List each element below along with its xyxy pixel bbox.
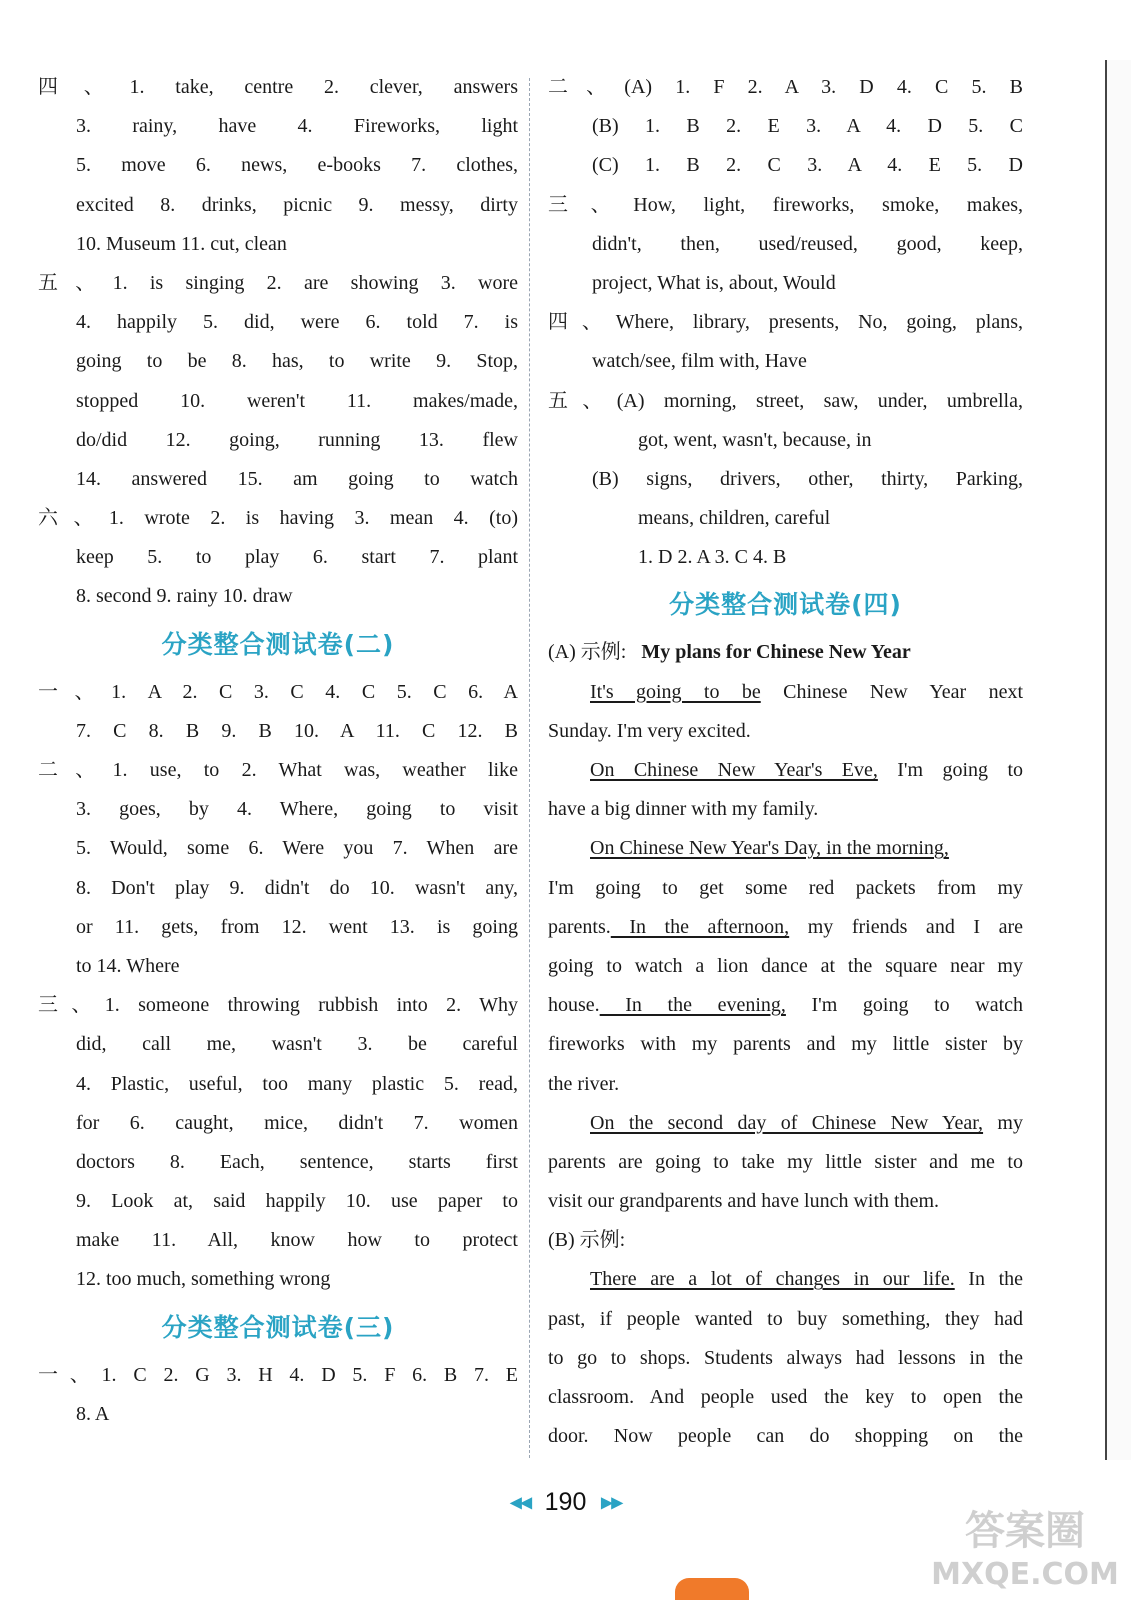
essay-text: my xyxy=(983,1111,1023,1134)
essay-line xyxy=(548,986,1023,1025)
answer-line: to 14. Where xyxy=(76,954,180,977)
essay-line: have a big dinner with my family. xyxy=(548,798,819,821)
essay-line: classroom. And people used the key to open the xyxy=(548,1386,1023,1408)
essay-label: (A) 示例: xyxy=(548,641,627,664)
essay-line xyxy=(548,1104,1023,1143)
answer-line: (B) 1. B 2. E 3. A 4. D 5. C xyxy=(592,115,1023,138)
answer-line: 12. too much, something wrong xyxy=(76,1268,331,1291)
essay-line xyxy=(548,751,1023,790)
essay-line xyxy=(548,673,1023,712)
answer-line: 14. answered 15. am going to watch xyxy=(76,467,518,490)
answer-line: (C) 1. B 2. C 3. A 4. E 5. D xyxy=(592,154,1023,177)
answer-line: project, What is, about, Would xyxy=(592,271,836,294)
essay-a-header xyxy=(548,633,1023,672)
answer-line: 五、(A) morning, street, saw, under, umbrella, xyxy=(548,389,1023,412)
watermark-text-top: 答案圈 xyxy=(965,1508,1085,1554)
answer-line: for 6. caught, mice, didn't 7. women xyxy=(76,1111,518,1134)
section-heading: 分类整合测试卷(四) xyxy=(669,590,902,620)
answer-line: going to be 8. has, to write 9. Stop, xyxy=(76,350,518,373)
answer-line: or 11. gets, from 12. went 13. is going xyxy=(76,915,518,938)
answer-line: 二、(A) 1. F 2. A 3. D 4. C 5. B xyxy=(548,76,1023,98)
answer-line: 四、Where, library, presents, No, going, plans, xyxy=(548,311,1023,334)
essay-text: In the xyxy=(954,1268,1023,1291)
underlined-phrase: On the second day of Chinese New Year, xyxy=(590,1111,984,1134)
underlined-phrase: In the afternoon, xyxy=(610,915,790,938)
answer-line: 六、1. wrote 2. is having 3. mean 4. (to) xyxy=(38,507,518,530)
answer-line: 8. A xyxy=(76,1402,110,1425)
answer-line: keep 5. to play 6. start 7. plant xyxy=(76,546,518,569)
watermark-text-bottom: MXQE.COM xyxy=(931,1557,1119,1592)
answer-line: (B) signs, drivers, other, thirty, Parking, xyxy=(592,467,1023,490)
essay-b-header: (B) 示例: xyxy=(548,1229,626,1252)
right-column xyxy=(548,68,1023,1456)
answer-line: 一、1. C 2. G 3. H 4. D 5. F 6. B 7. E xyxy=(38,1363,518,1386)
section-heading: 分类整合测试卷(二) xyxy=(161,629,395,659)
essay-line: the river. xyxy=(548,1072,620,1095)
essay-line: I'm going to get some red packets from my xyxy=(548,876,1023,899)
essay-text: I'm going to watch xyxy=(785,994,1023,1017)
essay-text: house. xyxy=(548,994,600,1017)
answer-line: got, went, wasn't, because, in xyxy=(638,428,872,451)
answer-line: 3. rainy, have 4. Fireworks, light xyxy=(76,115,518,138)
column-divider xyxy=(529,78,530,1458)
answer-line: 三、How, light, fireworks, smoke, makes, xyxy=(548,193,1023,216)
answer-line: 二、1. use, to 2. What was, weather like xyxy=(38,759,518,781)
answer-line: means, children, careful xyxy=(638,507,831,530)
answer-line: 8. second 9. rainy 10. draw xyxy=(76,585,293,608)
essay-line: Sunday. I'm very excited. xyxy=(548,719,751,742)
essay-line: fireworks with my parents and my little sister by xyxy=(548,1033,1023,1056)
answer-line: 9. Look at, said happily 10. use paper to xyxy=(76,1190,518,1213)
underlined-phrase: On Chinese New Year's Day, in the morning, xyxy=(590,837,949,860)
answer-line: 7. C 8. B 9. B 10. A 11. C 12. B xyxy=(76,719,518,742)
answer-line: 4. Plastic, useful, too many plastic 5. read, xyxy=(76,1072,518,1095)
underlined-phrase: On Chinese New Year's Eve, xyxy=(590,759,878,781)
answer-line: did, call me, wasn't 3. be careful xyxy=(76,1033,518,1056)
essay-text: Chinese New Year next xyxy=(760,680,1023,703)
essay-line: visit our grandparents and have lunch with them. xyxy=(548,1190,940,1213)
left-column xyxy=(38,68,518,1434)
answer-line: didn't, then, used/reused, good, keep, xyxy=(592,232,1023,255)
answer-line: 4. happily 5. did, were 6. told 7. is xyxy=(76,311,518,334)
next-page-edge xyxy=(1105,60,1131,1460)
prev-arrows-icon: ◀◀ xyxy=(509,1494,531,1512)
answer-line: 五、1. is singing 2. are showing 3. wore xyxy=(38,271,518,294)
answer-line: 5. move 6. news, e-books 7. clothes, xyxy=(76,154,518,177)
answer-line: watch/see, film with, Have xyxy=(592,350,807,373)
essay-line: to go to shops. Students always had lessons in the xyxy=(548,1346,1023,1369)
answer-line: 8. Don't play 9. didn't do 10. wasn't any, xyxy=(76,876,518,899)
essay-line: door. Now people can do shopping on the xyxy=(548,1425,1023,1448)
essay-line: going to watch a lion dance at the square near my xyxy=(548,954,1023,977)
answer-line: 三、1. someone throwing rubbish into 2. Why xyxy=(38,994,518,1017)
answer-line: excited 8. drinks, picnic 9. messy, dirty xyxy=(76,193,518,216)
answer-line: 四、1. take, centre 2. clever, answers xyxy=(38,76,518,98)
answer-line: 10. Museum 11. cut, clean xyxy=(76,232,287,255)
underlined-phrase: In the evening, xyxy=(599,994,786,1017)
watermark-logo xyxy=(930,1500,1120,1592)
answer-line: do/did 12. going, running 13. flew xyxy=(76,428,518,451)
essay-text: parents. xyxy=(548,915,611,938)
essay-line xyxy=(548,908,1023,947)
essay-text: my friends and I are xyxy=(789,915,1023,938)
answer-line: 1. D 2. A 3. C 4. B xyxy=(638,546,787,569)
essay-line: past, if people wanted to buy something, they had xyxy=(548,1307,1023,1330)
next-arrows-icon: ▶▶ xyxy=(600,1494,622,1512)
section-heading: 分类整合测试卷(三) xyxy=(161,1312,395,1342)
bottom-tab xyxy=(675,1578,749,1600)
answer-line: 3. goes, by 4. Where, going to visit xyxy=(76,798,518,821)
underlined-phrase: There are a lot of changes in our life. xyxy=(590,1268,955,1291)
page-number: 190 xyxy=(544,1488,587,1516)
essay-text: I'm going to xyxy=(877,759,1023,781)
essay-line: parents are going to take my little sister and me to xyxy=(548,1150,1023,1173)
underlined-phrase: It's going to be xyxy=(590,680,761,703)
essay-title: My plans for Chinese New Year xyxy=(641,641,911,664)
answer-line: doctors 8. Each, sentence, starts first xyxy=(76,1150,518,1173)
answer-line: stopped 10. weren't 11. makes/made, xyxy=(76,389,518,412)
answer-line: 一、1. A 2. C 3. C 4. C 5. C 6. A xyxy=(38,680,518,703)
answer-line: make 11. All, know how to protect xyxy=(76,1229,518,1252)
answer-line: 5. Would, some 6. Were you 7. When are xyxy=(76,837,518,860)
essay-line xyxy=(548,829,1023,868)
essay-line xyxy=(548,1260,1023,1299)
